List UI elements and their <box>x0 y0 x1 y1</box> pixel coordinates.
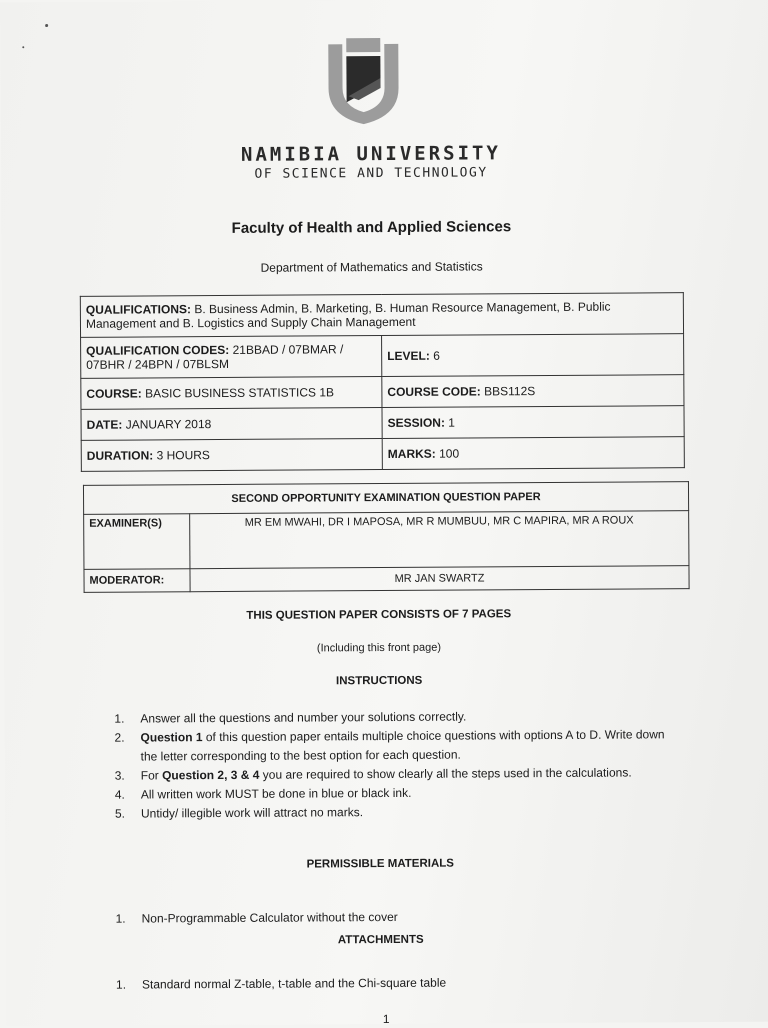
instruction-text: Answer all the questions and number your solutions correctly. <box>140 710 466 726</box>
material-number: 1. <box>116 910 126 929</box>
instructions-heading: INSTRUCTIONS <box>4 673 754 690</box>
marks-label: MARKS: <box>388 447 436 461</box>
examiners-value: MR EM MWAHI, DR I MAPOSA, MR R MUMBUU, MR C MAPIRA, MR A ROUX <box>190 511 689 569</box>
instruction-item <box>115 801 675 823</box>
instruction-number: 5. <box>115 805 125 824</box>
level-cell <box>382 334 684 377</box>
examiners-label: EXAMINER(S) <box>84 514 190 570</box>
examination-table <box>83 481 690 593</box>
course-details-table <box>80 292 685 472</box>
date-label: DATE: <box>87 418 123 432</box>
course-code-cell <box>382 375 684 408</box>
attachments-list <box>116 972 676 994</box>
qualification-codes-value: 21BBAD / 07BMAR / 07BHR / 24BPN / 07BLSM <box>86 342 343 372</box>
university-subtitle: OF SCIENCE AND TECHNOLOGY <box>1 164 741 184</box>
course-value: BASIC BUSINESS STATISTICS 1B <box>142 385 334 400</box>
moderator-value: MR JAN SWARTZ <box>190 566 689 592</box>
department-title: Department of Mathematics and Statistics <box>2 258 742 277</box>
qualification-codes-label: QUALIFICATION CODES: <box>86 343 229 358</box>
scan-speck <box>45 24 48 27</box>
scan-speck <box>22 46 24 48</box>
duration-value: 3 HOURS <box>153 448 210 462</box>
instruction-emphasis: Question 2, 3 & 4 <box>162 768 259 783</box>
instruction-text: All written work MUST be done in blue or black ink. <box>141 786 412 802</box>
instruction-text-continued: of this question paper entails multiple choice questions with options A to D. Write down the letter corresponding to the best option for each question. <box>141 727 665 763</box>
level-label: LEVEL: <box>387 349 430 363</box>
duration-cell <box>81 439 382 472</box>
date-cell <box>81 408 382 441</box>
course-code-label: COURSE CODE: <box>387 384 480 399</box>
faculty-title: Faculty of Health and Applied Sciences <box>1 217 741 239</box>
attachments-heading: ATTACHMENTS <box>6 932 756 949</box>
attachment-text: Standard normal Z-table, t-table and the Chi-square table <box>142 976 446 992</box>
qualifications-cell <box>80 293 683 338</box>
level-value: 6 <box>430 349 440 363</box>
attachment-number: 1. <box>116 976 126 995</box>
moderator-label: MODERATOR: <box>84 569 190 593</box>
marks-cell <box>382 437 684 470</box>
exam-title: SECOND OPPORTUNITY EXAMINATION QUESTION PAPER <box>83 482 688 515</box>
page-number: 1 <box>6 1010 766 1028</box>
session-cell <box>382 406 684 439</box>
instruction-text: For <box>141 768 162 782</box>
instruction-number: 2. <box>114 729 124 748</box>
material-text: Non-Programmable Calculator without the cover <box>142 910 398 926</box>
instructions-list <box>114 706 675 823</box>
instruction-text-continued: you are required to show clearly all the steps used in the calculations. <box>259 766 631 782</box>
course-cell <box>81 377 382 410</box>
course-code-value: BBS112S <box>481 384 536 398</box>
attachment-item <box>116 972 676 994</box>
duration-label: DURATION: <box>87 448 154 462</box>
session-value: 1 <box>445 416 455 430</box>
qualification-codes-cell <box>81 336 382 379</box>
qualifications-label: QUALIFICATIONS: <box>86 302 191 317</box>
pages-note: THIS QUESTION PAPER CONSISTS OF 7 PAGES <box>4 607 754 624</box>
qualifications-value: B. Business Admin, B. Marketing, B. Human Resource Management, B. Public Management and B. Logistics and Supply Chain Management <box>86 300 611 331</box>
marks-value: 100 <box>436 447 459 461</box>
session-label: SESSION: <box>388 416 445 430</box>
university-logo <box>318 30 409 127</box>
instruction-number: 4. <box>115 786 125 805</box>
date-value: JANUARY 2018 <box>122 417 211 432</box>
course-label: COURSE: <box>86 386 141 400</box>
instruction-number: 1. <box>114 710 124 729</box>
pages-subnote: (Including this front page) <box>4 640 754 657</box>
material-item <box>116 906 676 928</box>
materials-list <box>116 906 676 928</box>
instruction-item <box>114 725 674 766</box>
instruction-emphasis: Question 1 <box>140 730 202 744</box>
instruction-text: Untidy/ illegible work will attract no marks. <box>141 805 363 820</box>
materials-heading: PERMISSIBLE MATERIALS <box>5 856 755 873</box>
instruction-number: 3. <box>115 767 125 786</box>
university-name: NAMIBIA UNIVERSITY <box>1 141 741 168</box>
